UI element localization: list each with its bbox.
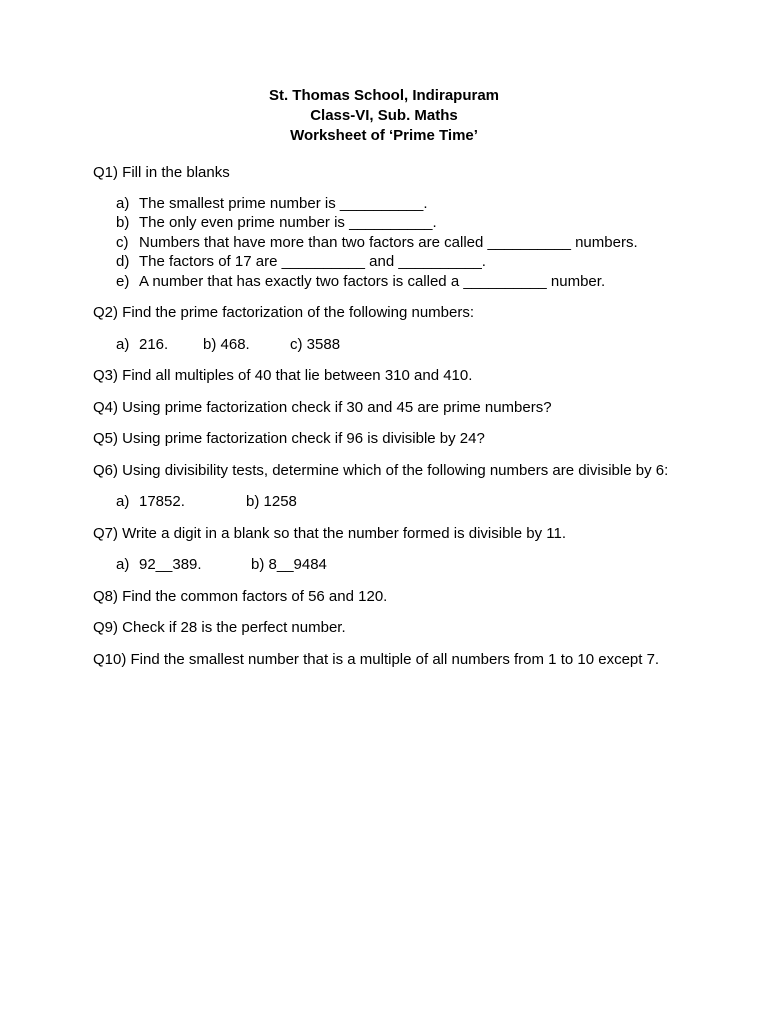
question-1-blanks [93, 194, 674, 292]
class-subject: Class-VI, Sub. Maths [310, 107, 458, 124]
worksheet-body [93, 163, 674, 669]
list-item: b) The only even prime number is __________. [116, 214, 437, 231]
question-4: Q4) Using prime factorization check if 30 and 45 are prime numbers? [93, 398, 552, 416]
question-7: Q7) Write a digit in a blank so that the number formed is divisible by 11. [93, 524, 567, 542]
question-5: Q5) Using prime factorization check if 96 is divisible by 24? [93, 430, 485, 447]
worksheet-header [0, 86, 768, 146]
school-name: St. Thomas School, Indirapuram [268, 87, 500, 104]
question-7-options: a) 92__389. b) 8__9484 [116, 556, 327, 573]
question-10: Q10) Find the smallest number that is a multiple of all numbers from 1 to 10 except 7. [93, 650, 660, 668]
question-3: Q3) Find all multiples of 40 that lie between 310 and 410. [93, 367, 473, 384]
question-6: Q6) Using divisibility tests, determine which of the following numbers are divisible by 6: [93, 461, 669, 479]
list-item: d) The factors of 17 are __________ and __________. [116, 253, 486, 270]
question-2: Q2) Find the prime factorization of the following numbers: [93, 304, 475, 321]
list-item: e) A number that has exactly two factors is called a __________ number. [116, 272, 606, 290]
question-6-options: a) 17852. b) 1258 [116, 493, 297, 510]
question-9: Q9) Check if 28 is the perfect number. [93, 619, 346, 636]
list-item: a) The smallest prime number is __________. [116, 194, 428, 212]
question-8: Q8) Find the common factors of 56 and 120. [93, 587, 388, 605]
question-1: Q1) Fill in the blanks [93, 164, 230, 181]
question-2-options: a) 216. b) 468. c) 3588 [116, 335, 341, 353]
worksheet-title: Worksheet of ‘Prime Time’ [290, 127, 478, 144]
list-item: c) Numbers that have more than two factors are called __________ numbers. [116, 233, 638, 251]
